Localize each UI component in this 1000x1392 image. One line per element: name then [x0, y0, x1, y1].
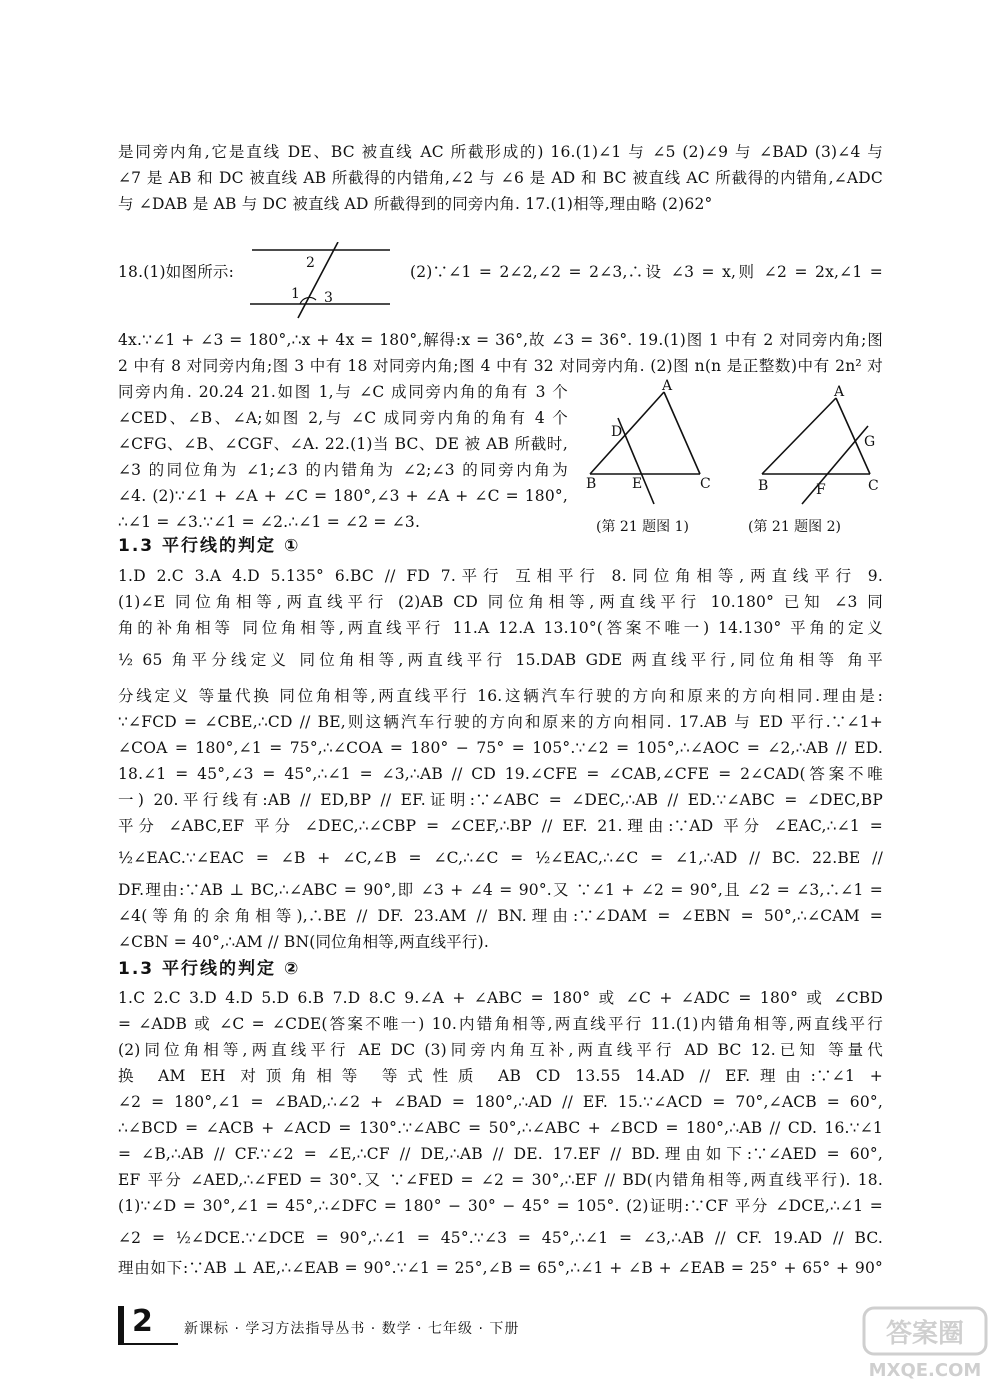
q18-prefix: 18.(1)如图所示:	[118, 263, 235, 281]
text-line: 是同旁内角,它是直线 DE、BC 被直线 AC 所截形成的) 16.(1)∠1 与 ∠5 (2)∠9 与 ∠BAD (3)∠4 与	[118, 143, 883, 161]
fig2-label-F: F	[816, 482, 826, 498]
watermark-logo	[860, 1304, 990, 1384]
text-line: (2)同位角相等,两直线平行 AE DC (3)同旁内角互补,两直线平行 AD BC 12.已知 等量代	[118, 1041, 883, 1059]
fig1-caption: (第 21 题图 1)	[596, 519, 689, 535]
footer-bar	[118, 1306, 124, 1344]
text-line: (1)∠E 同位角相等,两直线平行 (2)AB CD 同位角相等,两直线平行 10.180° 已知 ∠3 同	[118, 593, 883, 611]
text-line: 理由如下:∵AB ⊥ AE,∴∠EAB = 90°.∵∠1 = 25°,∠B = 65°,∴∠1 + ∠B + ∠EAB = 25° + 65° + 90°	[118, 1259, 883, 1277]
text-line: ∠4. (2)∵∠1 + ∠A + ∠C = 180°,∠3 + ∠A + ∠C = 180°,	[118, 487, 568, 505]
text-line: = ∠B,∴AB // CF.∵∠2 = ∠E,∴CF // DE,∴AB // DE. 17.EF // BD.理由如下:∵∠AED = 60°,	[118, 1145, 883, 1163]
text-line: ∠2 = 180°,∠1 = ∠BAD,∴∠2 + ∠BAD = 180°,∴AD // EF. 15.∵∠ACD = 70°,∠ACB = 60°,	[118, 1093, 883, 1111]
text-line: 平分 ∠ABC,EF 平分 ∠DEC,∴∠CBP = ∠CEF,∴BP // EF. 21.理由:∵AD 平分 ∠EAC,∴∠1 =	[118, 817, 883, 835]
text-line: 一) 20.平行线有:AB // ED,BP // EF.证明:∵∠ABC = ∠DEC,∴AB // ED.∵∠ABC = ∠DEC,BP	[118, 791, 883, 809]
svg-text:MXQE.COM: MXQE.COM	[868, 1360, 982, 1381]
text-line: ∠CED、∠B、∠A;如图 2,与 ∠C 成同旁内角的角有 4 个	[118, 409, 568, 427]
text-line: ½ 65 角平分线定义 同位角相等,两直线平行 15.DAB GDE 两直线平行,同位角相等 角平	[118, 651, 883, 669]
text-line: 2 中有 8 对同旁内角;图 3 中有 18 对同旁内角;图 4 中有 32 对同旁内角. (2)图 n(n 是正整数)中有 2n² 对	[118, 357, 883, 375]
book-title: 新课标 · 学习方法指导丛书 · 数学 · 七年级 · 下册	[184, 1321, 520, 1337]
text-line: ∠2 = ½∠DCE.∵∠DCE = 90°,∴∠1 = 45°.∵∠3 = 45°,∴∠1 = ∠3,∴AB // CF. 19.AD // BC.	[118, 1229, 883, 1247]
text-line: ∴∠BCD = ∠ACB + ∠ACD = 130°.∵∠ABC = 50°,∴∠ABC + ∠BCD = 180°,∴AB // CD. 16.∵∠1	[118, 1119, 883, 1137]
text-line: 18.∠1 = 45°,∠3 = 45°,∴∠1 = ∠3,∴AB // CD 19.∠CFE = ∠CAB,∠CFE = 2∠CAD(答案不唯	[118, 765, 883, 783]
angle-label-2: 2	[306, 255, 315, 271]
text-line: 同旁内角. 20.24 21.如图 1,与 ∠C 成同旁内角的角有 3 个	[118, 383, 568, 401]
fig2-label-A: A	[834, 384, 845, 400]
text-line: 1.C 2.C 3.D 4.D 5.D 6.B 7.D 8.C 9.∠A + ∠ABC = 180° 或 ∠C + ∠ADC = 180° 或 ∠CBD	[118, 989, 883, 1007]
fig2-label-C: C	[868, 478, 879, 494]
text-line: 与 ∠DAB 是 AB 与 DC 被直线 AD 所截得到的同旁内角. 17.(1)相等,理由略 (2)62°	[118, 195, 713, 213]
parallel-lines-figure	[246, 242, 396, 320]
angle-label-1: 1	[291, 286, 300, 302]
text-line: 换 AM EH 对顶角相等 等式性质 AB CD 13.55 14.AD // EF.理由:∵∠1 +	[118, 1067, 883, 1085]
footer-underline	[118, 1343, 178, 1345]
text-line: ∠3 的同位角为 ∠1;∠3 的内错角为 ∠2;∠3 的同旁内角为	[118, 461, 568, 479]
fig2-label-G: G	[864, 434, 876, 450]
text-line: EF 平分 ∠AED,∴∠FED = 30°.又 ∵∠FED = ∠2 = 30°,∴EF // BD(内错角相等,两直线平行). 18.	[118, 1171, 883, 1189]
svg-text:答案圈: 答案圈	[885, 1319, 965, 1349]
text-line: ∠7 是 AB 和 DC 被直线 AB 所截得的内错角,∠2 与 ∠6 是 AD 和 BC 被直线 AC 所截得的内错角,∠ADC	[118, 169, 883, 187]
text-line: 4x.∵∠1 + ∠3 = 180°,∴x + 4x = 180°,解得:x = 36°,故 ∠3 = 36°. 19.(1)图 1 中有 2 对同旁内角;图	[118, 331, 883, 349]
text-line: 角的补角相等 同位角相等,两直线平行 11.A 12.A 13.10°(答案不唯一) 14.130° 平角的定义	[118, 619, 883, 637]
text-line: 1.D 2.C 3.A 4.D 5.135° 6.BC // FD 7.平行 互相平行 8.同位角相等,两直线平行 9.	[118, 567, 883, 585]
text-line: ∠CBN = 40°,∴AM // BN(同位角相等,两直线平行).	[118, 933, 489, 951]
fig1-label-C: C	[700, 476, 711, 492]
page-number: 2	[132, 1304, 153, 1339]
angle-label-3: 3	[324, 290, 333, 306]
fig2-label-B: B	[758, 478, 769, 494]
q18-suffix: (2)∵∠1 = 2∠2,∠2 = 2∠3,∴设 ∠3 = x,则 ∠2 = 2x,∠1 =	[410, 263, 883, 281]
section-title: 1.3 平行线的判定 ②	[118, 959, 301, 979]
text-line: ∠4(等角的余角相等),∴BE // DF. 23.AM // BN.理由:∵∠DAM = ∠EBN = 50°,∴∠CAM =	[118, 907, 883, 925]
section-title: 1.3 平行线的判定 ①	[118, 536, 301, 556]
fig2-caption: (第 21 题图 2)	[748, 519, 841, 535]
text-line: ∠CFG、∠B、∠CGF、∠A. 22.(1)当 BC、DE 被 AB 所截时,	[118, 435, 568, 453]
text-line: = ∠ADB 或 ∠C = ∠CDE(答案不唯一) 10.内错角相等,两直线平行 11.(1)内错角相等,两直线平行	[118, 1015, 883, 1033]
text-line: (1)∵∠D = 30°,∠1 = 45°,∴∠DFC = 180° − 30° − 45° = 105°. (2)证明:∵CF 平分 ∠DCE,∴∠1 =	[118, 1197, 883, 1215]
text-line: ½∠EAC.∵∠EAC = ∠B + ∠C,∠B = ∠C,∴∠C = ½∠EAC,∴∠C = ∠1,∴AD // BC. 22.BE //	[118, 849, 883, 867]
fig1-label-B: B	[586, 476, 597, 492]
text-line: ∵∠FCD = ∠CBE,∴CD // BE,则这辆汽车行驶的方向和原来的方向相同. 17.AB 与 ED 平行.∵∠1+	[118, 713, 883, 731]
fig1-label-E: E	[632, 476, 643, 492]
text-line: 分线定义 等量代换 同位角相等,两直线平行 16.这辆汽车行驶的方向和原来的方向相同.理由是:	[118, 687, 883, 705]
text-line: ∠COA = 180°,∠1 = 75°,∴∠COA = 180° − 75° = 105°.∵∠2 = 105°,∴∠AOC = ∠2,∴AB // ED.	[118, 739, 883, 757]
fig1-label-D: D	[611, 424, 623, 440]
text-line: DF.理由:∵AB ⊥ BC,∴∠ABC = 90°,即 ∠3 + ∠4 = 90°.又 ∵∠1 + ∠2 = 90°,且 ∠2 = ∠3,∴∠1 =	[118, 881, 883, 899]
text-line: ∴∠1 = ∠3.∵∠1 = ∠2.∴∠1 = ∠2 = ∠3.	[118, 513, 421, 531]
fig1-label-A: A	[662, 378, 673, 394]
